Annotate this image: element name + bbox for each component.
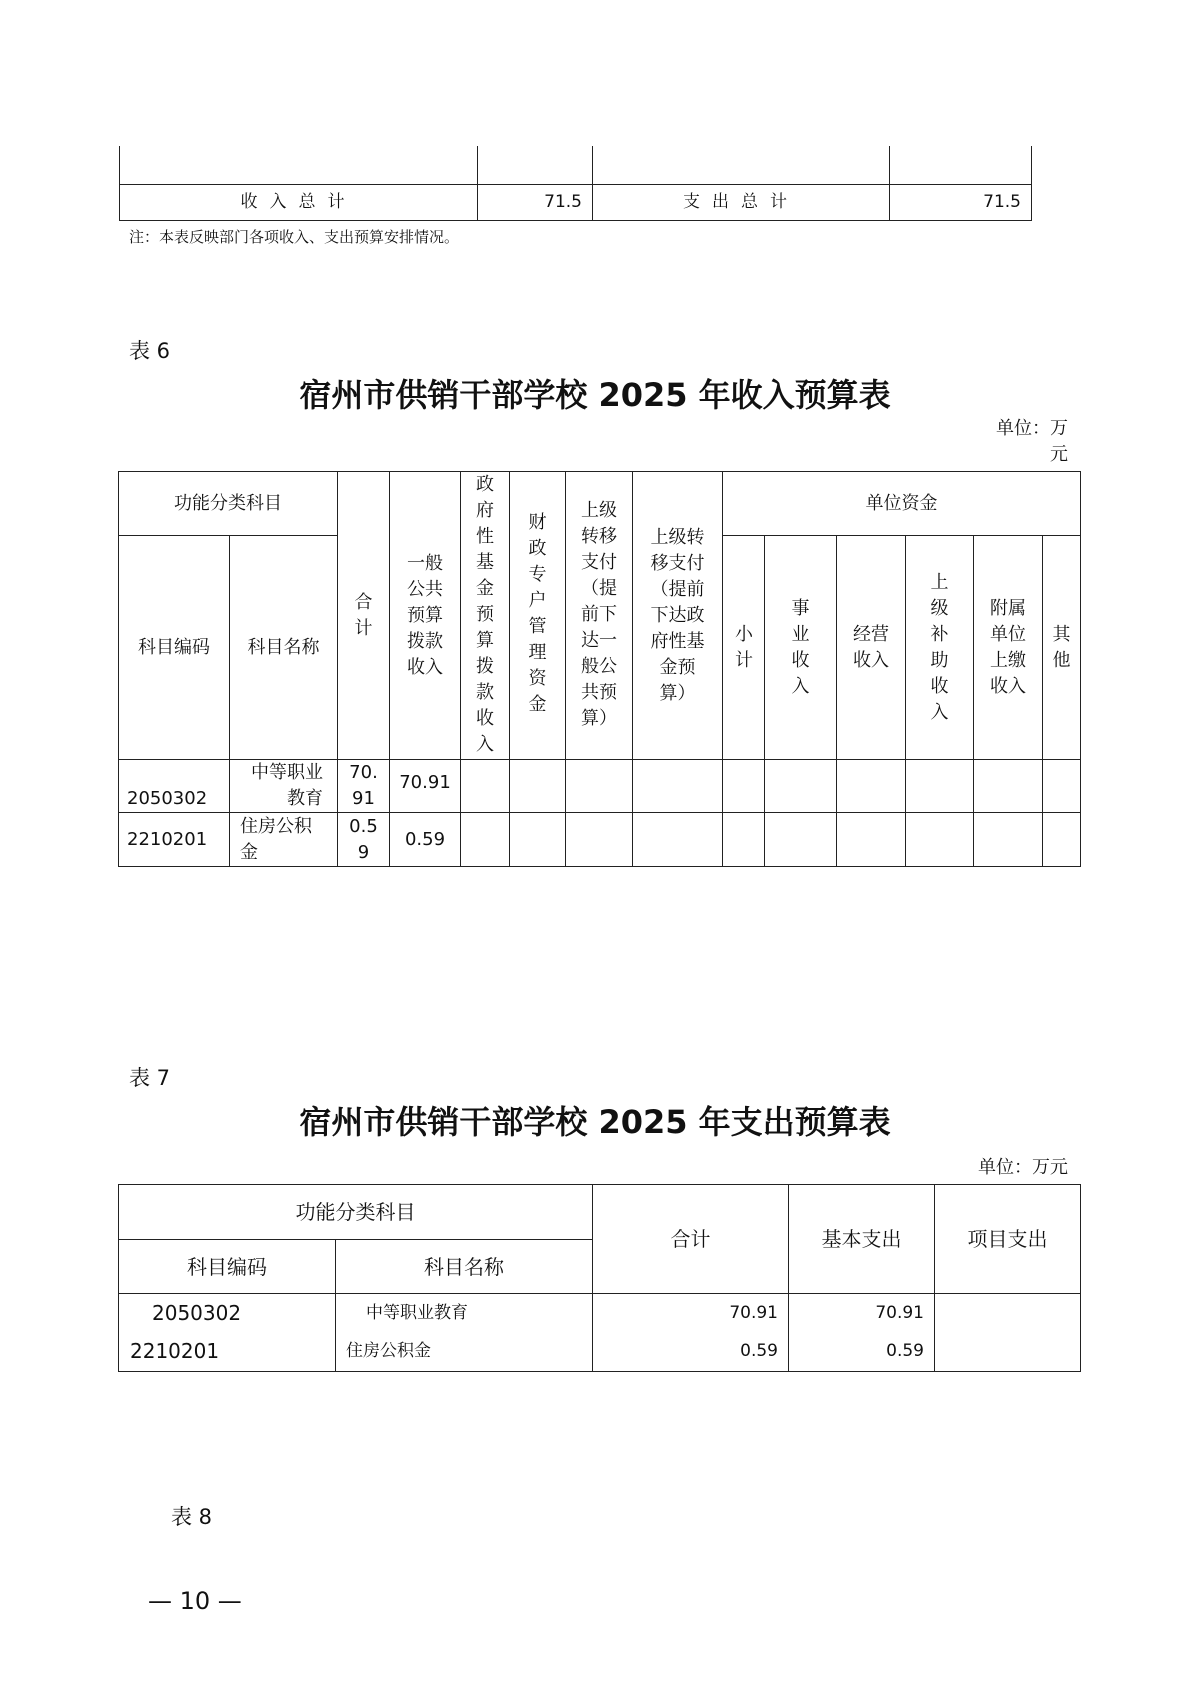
table-row [119, 813, 1081, 867]
summary-note: 注：本表反映部门各项收入、支出预算安排情况。 [129, 228, 460, 246]
table6-row1-code: 2050302 [119, 760, 230, 813]
table6-business-header: 事业收入 [765, 536, 837, 760]
table6-header-row-1 [119, 472, 1081, 536]
table7-row1-total: 70.91 [593, 1294, 789, 1332]
table7-header-row-1 [119, 1185, 1081, 1240]
summary-total-row [120, 184, 1032, 220]
table7-row2-total: 0.59 [593, 1332, 789, 1372]
table7-row2-name: 住房公积金 [336, 1332, 593, 1372]
table6-subtotal-header: 小计 [723, 536, 765, 760]
table6-total-header: 合计 [338, 472, 390, 760]
table6-other-header: 其他 [1043, 536, 1081, 760]
table-row [119, 1332, 1081, 1372]
table7-basic-header: 基本支出 [789, 1185, 935, 1294]
income-total-label: 收入总计 [120, 184, 478, 220]
table6-subsidy-header: 上级补助收入 [906, 536, 974, 760]
table6-title: 宿州市供销干部学校 2025 年收入预算表 [299, 376, 891, 414]
expense-total-label: 支出总计 [593, 184, 890, 220]
table6-transfer-fund-header: 上级转移支付（提前下达政府性基金预算） [633, 472, 723, 760]
table7-name-header: 科目名称 [336, 1240, 593, 1294]
table6-row2-general: 0.59 [390, 813, 461, 867]
summary-table [119, 146, 1032, 221]
table6-affiliated-header: 附属单位上缴收入 [974, 536, 1043, 760]
table7-func-category: 功能分类科目 [119, 1185, 593, 1240]
table7-project-header: 项目支出 [935, 1185, 1081, 1294]
expense-budget-table [118, 1184, 1081, 1372]
income-total-value: 71.5 [478, 184, 593, 220]
table7-title: 宿州市供销干部学校 2025 年支出预算表 [299, 1103, 891, 1141]
table6-row1-general: 70.91 [390, 760, 461, 813]
table7-row2-basic: 0.59 [789, 1332, 935, 1372]
table7-unit: 单位：万元 [978, 1157, 1068, 1178]
table6-row2-name: 住房公积金 [230, 813, 338, 867]
table6-row1-name: 中等职业教育 [230, 760, 338, 813]
table6-label: 表 6 [129, 339, 171, 363]
table7-row1-basic: 70.91 [789, 1294, 935, 1332]
table6-govfund-header: 政府性基金预算拨款收入 [461, 472, 510, 760]
table6-unit-funds-header: 单位资金 [723, 472, 1081, 536]
table6-func-category: 功能分类科目 [119, 472, 338, 536]
table6-row2-total: 0.59 [338, 813, 390, 867]
page-number: — 10 — [148, 1587, 242, 1615]
table7-row2-code: 2210201 [119, 1332, 336, 1372]
table6-code-header: 科目编码 [119, 536, 230, 760]
table7-total-header: 合计 [593, 1185, 789, 1294]
table-row [119, 760, 1081, 813]
table6-row2-code: 2210201 [119, 813, 230, 867]
expense-total-value: 71.5 [890, 184, 1032, 220]
table7-row1-code: 2050302 [119, 1294, 336, 1332]
table6-special-header: 财政专户管理资金 [510, 472, 566, 760]
table6-unit: 单位：万元 [996, 418, 1068, 465]
table8-label: 表 8 [171, 1505, 213, 1529]
income-budget-table [118, 471, 1081, 867]
summary-blank-row [120, 146, 1032, 184]
table6-name-header: 科目名称 [230, 536, 338, 760]
table-row [119, 1294, 1081, 1332]
table7-label: 表 7 [129, 1066, 171, 1090]
table7-row2-project [935, 1332, 1081, 1372]
table6-general-header: 一般公共预算拨款收入 [390, 472, 461, 760]
table7-row1-name: 中等职业教育 [336, 1294, 593, 1332]
table7-code-header: 科目编码 [119, 1240, 336, 1294]
table6-row1-total: 70.91 [338, 760, 390, 813]
table7-row1-project [935, 1294, 1081, 1332]
table6-operating-header: 经营收入 [837, 536, 906, 760]
table6-transfer-general-header: 上级转移支付（提前下达一般公共预算） [566, 472, 633, 760]
